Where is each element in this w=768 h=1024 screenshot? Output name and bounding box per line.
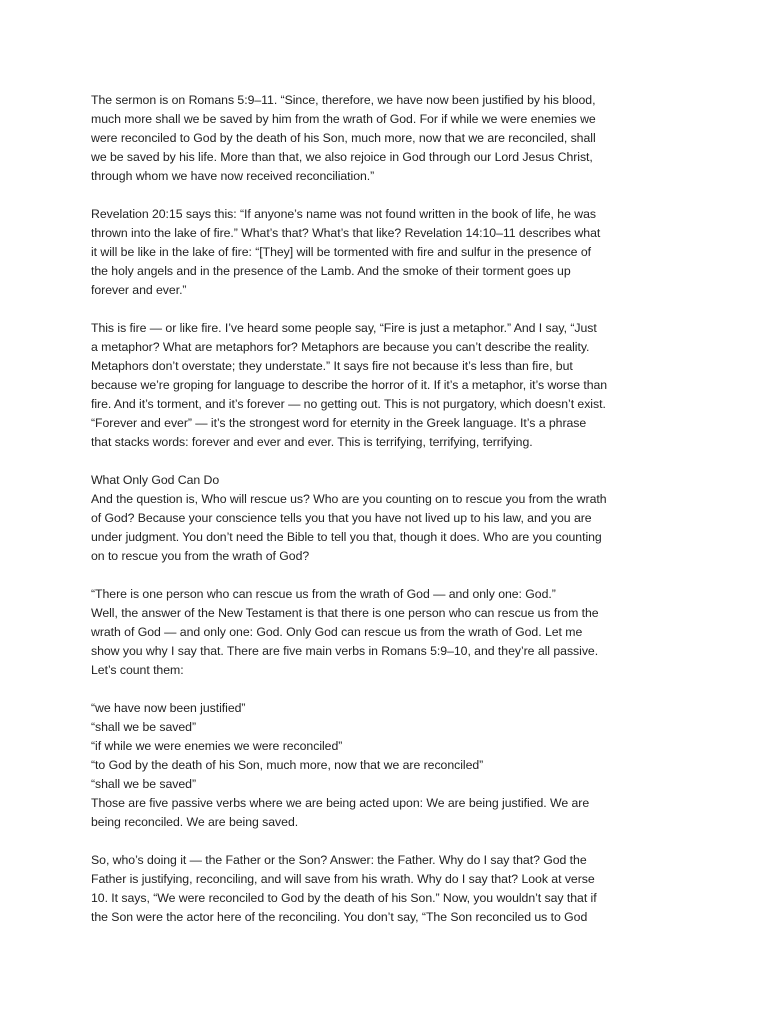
text-line: it will be like in the lake of fire: “[They] will be tormented with fire and sulfur in the presence of [91, 245, 591, 259]
text-line: 10. It says, “We were reconciled to God by the death of his Son.” Now, you wouldn’t say that if [91, 891, 597, 905]
text-line: “There is one person who can rescue us from the wrath of God — and only one: God.” [91, 587, 556, 601]
text-line: Those are five passive verbs where we are being acted upon: We are being justified. We are [91, 796, 590, 810]
text-line: were reconciled to God by the death of his Son, much more, now that we are reconciled, shall [91, 131, 596, 145]
section-heading: What Only God Can Do [91, 473, 220, 487]
paragraph-revelation [91, 205, 681, 300]
text-line: This is fire — or like fire. I’ve heard some people say, “Fire is just a metaphor.” And I say, “Just [91, 321, 597, 335]
text-line: we be saved by his life. More than that, we also rejoice in God through our Lord Jesus Christ, [91, 150, 593, 164]
text-line: The sermon is on Romans 5:9–11. “Since, therefore, we have now been justified by his blood, [91, 93, 596, 107]
text-line: the holy angels and in the presence of the Lamb. And the smoke of their torment goes up [91, 264, 571, 278]
text-line: “we have now been justified” [91, 701, 246, 715]
document-page [91, 91, 681, 946]
text-line: fire. And it’s torment, and it’s forever — no getting out. This is not purgatory, which doesn’t exist. [91, 397, 606, 411]
text-line: on to rescue you from the wrath of God? [91, 549, 310, 563]
paragraph-what-only-god-can-do [91, 471, 681, 566]
text-line: Father is justifying, reconciling, and will save from his wrath. Why do I say that? Look at verse [91, 872, 595, 886]
paragraph-whos-doing-it [91, 851, 681, 927]
text-line: of God? Because your conscience tells you that you have not lived up to his law, and you are [91, 511, 592, 525]
text-line: Revelation 20:15 says this: “If anyone’s name was not found written in the book of life, he was [91, 207, 596, 221]
text-line: “shall we be saved” [91, 777, 196, 791]
text-line: through whom we have now received reconciliation.” [91, 169, 375, 183]
text-line: So, who’s doing it — the Father or the Son? Answer: the Father. Why do I say that? God the [91, 853, 587, 867]
text-line: “if while we were enemies we were reconciled” [91, 739, 343, 753]
paragraph-passive-verbs [91, 699, 681, 832]
text-line: Let’s count them: [91, 663, 184, 677]
text-line: because we’re groping for language to describe the horror of it. If it’s a metaphor, it’s worse than [91, 378, 608, 392]
text-line: a metaphor? What are metaphors for? Metaphors are because you can’t describe the reality. [91, 340, 590, 354]
text-line: wrath of God — and only one: God. Only God can rescue us from the wrath of God. Let me [91, 625, 583, 639]
text-line: the Son were the actor here of the reconciling. You don’t say, “The Son reconciled us to God [91, 910, 588, 924]
paragraph-one-person [91, 585, 681, 680]
text-line: “Forever and ever” — it’s the strongest word for eternity in the Greek language. It’s a phrase [91, 416, 587, 430]
text-line: And the question is, Who will rescue us? Who are you counting on to rescue you from the wrath [91, 492, 607, 506]
text-line: being reconciled. We are being saved. [91, 815, 299, 829]
text-line: Well, the answer of the New Testament is that there is one person who can rescue us from the [91, 606, 599, 620]
text-line: “to God by the death of his Son, much more, now that we are reconciled” [91, 758, 484, 772]
text-line: forever and ever.” [91, 283, 187, 297]
text-line: much more shall we be saved by him from the wrath of God. For if while we were enemies we [91, 112, 596, 126]
text-line: show you why I say that. There are five main verbs in Romans 5:9–10, and they’re all passive. [91, 644, 599, 658]
text-line: thrown into the lake of fire.” What’s that? What’s that like? Revelation 14:10–11 describes what [91, 226, 601, 240]
text-line: that stacks words: forever and ever and ever. This is terrifying, terrifying, terrifying. [91, 435, 533, 449]
text-line: under judgment. You don’t need the Bible to tell you that, though it does. Who are you counting [91, 530, 602, 544]
text-line: Metaphors don’t overstate; they understate.” It says fire not because it’s less than fire, but [91, 359, 573, 373]
text-line: “shall we be saved” [91, 720, 196, 734]
paragraph-fire [91, 319, 681, 452]
paragraph-romans-intro [91, 91, 681, 186]
